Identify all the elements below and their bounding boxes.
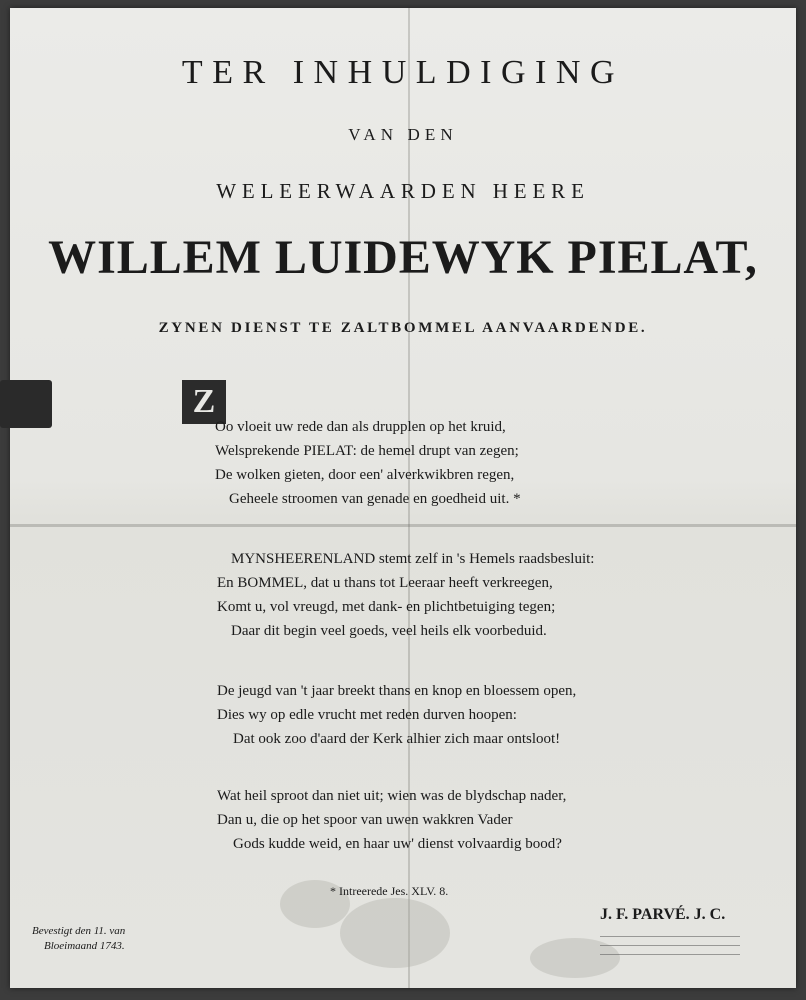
- poem-line: Welsprekende PIELAT: de hemel drupt van zegen;: [215, 443, 519, 459]
- stanza-1: [215, 415, 521, 511]
- date-line-2: Bloeimaand 1743.: [44, 940, 125, 952]
- poem-line: Oo vloeit uw rede dan als drupplen op het kruid,: [215, 419, 506, 435]
- title-line-1: TER INHULDIGING: [181, 54, 625, 91]
- poem-line: Geheele stroomen van genade en goedheid uit. *: [229, 491, 521, 507]
- binder-clip: [0, 380, 52, 428]
- poem-line: Gods kudde weid, en haar uw' dienst volvaardig bood?: [233, 836, 562, 852]
- stanza-2: [217, 547, 594, 643]
- poem-line: Dat ook zoo d'aard der Kerk alhier zich maar ontsloot!: [233, 731, 561, 747]
- author-signature: J. F. PARVÉ. J. C.: [600, 906, 726, 923]
- stanza-4: [217, 784, 566, 856]
- poem-line: Komt u, vol vreugd, met dank- en plichtbetuiging tegen;: [217, 599, 556, 615]
- date-line-1: Bevestigt den 11. van: [32, 925, 126, 937]
- poem-line: Daar dit begin veel goeds, veel heils elk voorbeduid.: [231, 623, 547, 639]
- poem-line: En BOMMEL, dat u thans tot Leeraar heeft verkreegen,: [217, 575, 553, 591]
- title-line-5: ZYNEN DIENST TE ZALTBOMMEL AANVAARDENDE.: [158, 320, 648, 336]
- horizontal-fold-line: [10, 524, 796, 527]
- date-note: [32, 924, 125, 954]
- decorated-initial: Z: [182, 380, 226, 424]
- poem-line: Dies wy op edle vrucht met reden durven hoopen:: [217, 707, 517, 723]
- handwritten-annotation: [600, 928, 740, 966]
- footnote: * Intreerede Jes. XLV. 8.: [330, 884, 449, 898]
- poem-line: Dan u, die op het spoor van uwen wakkren Vader: [217, 812, 513, 828]
- poem-line: Wat heil sproot dan niet uit; wien was de blydschap nader,: [217, 788, 567, 804]
- poem-line: De jeugd van 't jaar breekt thans en knop en bloessem open,: [217, 683, 577, 699]
- title-line-2: VAN DEN: [348, 125, 458, 144]
- honoree-name: WILLEM LUIDEWYK PIELAT,: [48, 231, 758, 284]
- title-line-3: WELEERWAARDEN HEERE: [216, 179, 590, 203]
- stanza-3: [217, 679, 576, 751]
- poem-line: De wolken gieten, door een' alverkwikbren regen,: [215, 467, 515, 483]
- poem-line: MYNSHEERENLAND stemt zelf in 's Hemels raadsbesluit:: [231, 551, 595, 567]
- broadside-sheet: [10, 8, 796, 988]
- water-stain: [340, 898, 450, 968]
